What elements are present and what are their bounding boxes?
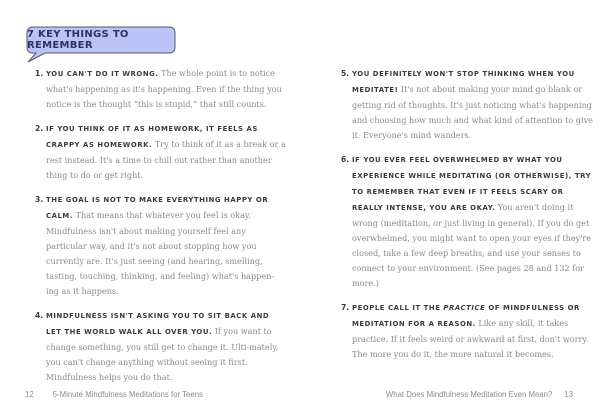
left-page-footer — [25, 390, 203, 399]
list-item-2 — [35, 121, 287, 183]
item-heading-part: PEOPLE CALL IT THE — [352, 304, 444, 312]
item-number: 1. — [35, 69, 44, 78]
item-heading-part: OF MINDFULNESS OR MEDITATION FOR A REASON. — [352, 304, 580, 328]
right-column — [341, 66, 593, 371]
item-body: Try to think of it as a break or a rest instead. It's a time to chill out rather than another thing to do or get right. — [46, 139, 286, 180]
list-item-7 — [341, 300, 593, 362]
item-body: That means that whatever you feel is okay. Mindfulness isn't about making yourself feel any particular way, and it's not about stopping how you currently are. It's just seeing (and hearing, smelling, tasting, touching, thinking, and feeling) what's happen-ing as it happens. — [46, 210, 275, 296]
right-running-title: What Does Mindfulness Meditation Even Mean? — [385, 390, 553, 399]
item-body: You aren't doing it wrong (meditation, or just living in general). If you do get overwhelmed, you might want to open your eyes if they're closed, take a few deep breaths, and use your senses to connect to your environment. (See pages 28 and 132 for more.) — [352, 202, 592, 288]
right-page-number: 13 — [564, 390, 573, 399]
list-item-5 — [341, 66, 593, 143]
item-heading: YOU CAN'T DO IT WRONG. — [46, 70, 159, 78]
left-running-title: 5-Minute Mindfulness Meditations for Teens — [52, 390, 203, 399]
item-heading: YOU DEFINITELY WON'T STOP THINKING WHEN YOU MEDITATE! — [352, 70, 575, 94]
item-number: 7. — [341, 303, 350, 312]
list-item-1 — [35, 66, 287, 112]
item-heading-emphasis: PRACTICE — [443, 304, 486, 312]
left-page-number: 12 — [25, 390, 34, 399]
list-item-4 — [35, 308, 287, 385]
key-things-callout — [27, 27, 175, 53]
item-number: 5. — [341, 69, 350, 78]
item-number: 2. — [35, 124, 44, 133]
item-number: 4. — [35, 311, 44, 320]
item-body: The whole point is to notice what's happening as it's happening. Even if the thing you notice is the thought “this is stupid,” that still counts. — [46, 68, 282, 109]
list-item-6 — [341, 152, 593, 291]
list-item-3 — [35, 192, 287, 299]
left-column — [35, 66, 287, 394]
item-body: It's not about making your mind go blank or getting rid of thoughts. It's just noticing what's happening and choosing how much and what kind of attention to give it. Everyone's mind wanders. — [352, 84, 593, 140]
item-body: If you want to change something, you still get to change it. Ulti-mately, you can't change anything without seeing it first. Mindfulness helps you do that. — [46, 326, 279, 382]
item-body: Like any skill, it takes practice. If it feels weird or awkward at first, don't worry. The more you do it, the more natural it becomes. — [352, 318, 589, 359]
item-heading: THE GOAL IS NOT TO MAKE EVERYTHING HAPPY OR CALM. — [46, 196, 269, 220]
item-heading: IF YOU EVER FEEL OVERWHELMED BY WHAT YOU EXPERIENCE WHILE MEDITATING (OR OTHERWISE), TRY TO REMEMBER THAT EVEN IF IT FEELS SCARY OR REALLY INTENSE, YOU ARE OKAY. — [352, 156, 592, 212]
right-page-footer — [386, 390, 573, 399]
item-number: 3. — [35, 195, 44, 204]
item-number: 6. — [341, 155, 350, 164]
item-heading: MINDFULNESS ISN'T ASKING YOU TO SIT BACK AND LET THE WORLD WALK ALL OVER YOU. — [46, 312, 270, 336]
item-heading: IF YOU THINK OF IT AS HOMEWORK, IT FEELS AS CRAPPY AS HOMEWORK. — [46, 125, 258, 149]
callout-title: 7 KEY THINGS TO REMEMBER — [27, 29, 129, 51]
